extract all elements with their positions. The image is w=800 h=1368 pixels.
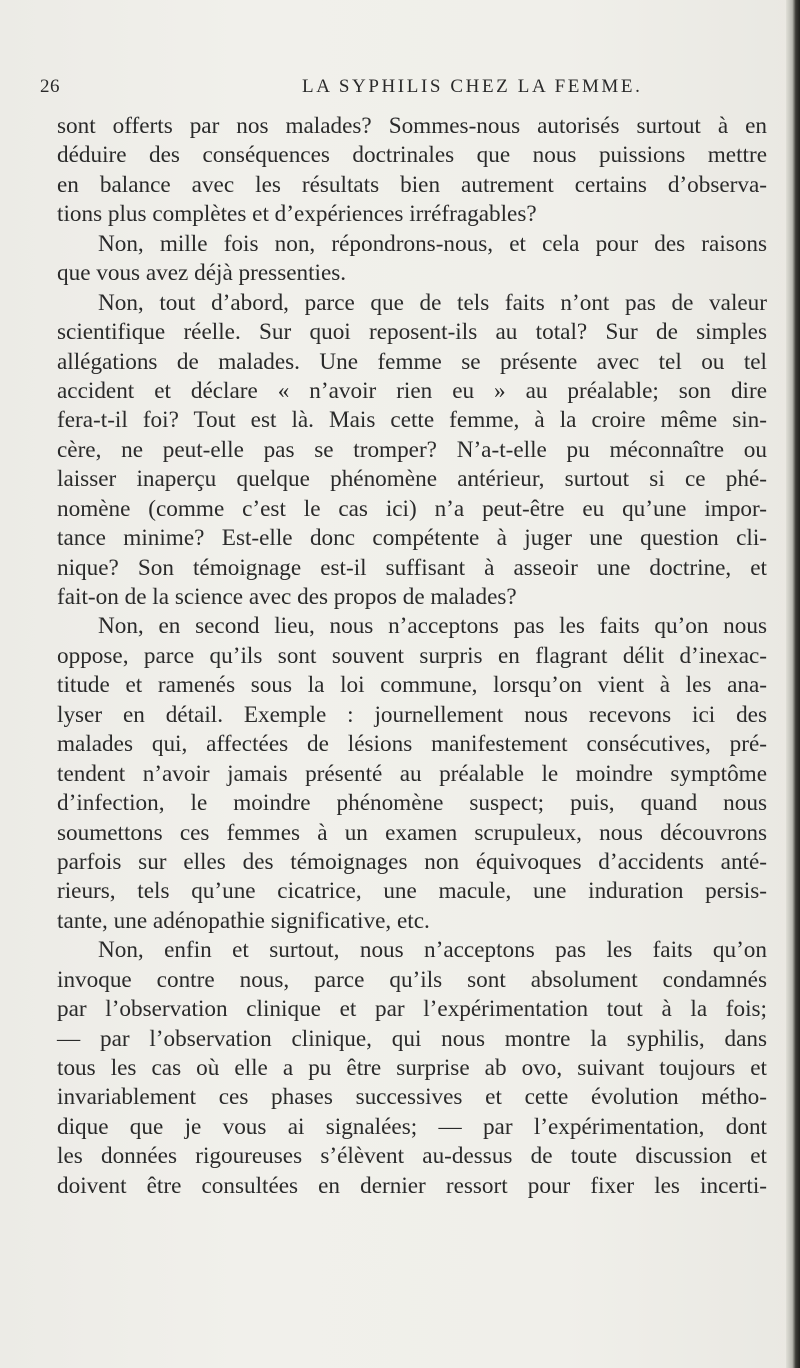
text-line: scientifique réelle. Sur quoi reposent-ils au total? Sur de simples: [57, 319, 767, 346]
text-line: Non, en second lieu, nous n’acceptons pas les faits qu’on nous: [98, 613, 767, 640]
text-line: — par l’observation clinique, qui nous montre la syphilis, dans: [57, 1025, 767, 1052]
text-line: laisser inaperçu quelque phénomène antérieur, surtout si ce phé-: [57, 466, 767, 493]
page-edge-shadow: [786, 0, 800, 1368]
running-head: LA SYPHILIS CHEZ LA FEMME.: [302, 76, 643, 97]
text-line: malades qui, affectées de lésions manifestement consécutives, pré-: [57, 731, 767, 758]
text-line: titude et ramenés sous la loi commune, lorsqu’on vient à les ana-: [57, 672, 767, 699]
text-line: par l’observation clinique et par l’expérimentation tout à la fois;: [57, 996, 767, 1023]
text-line: d’infection, le moindre phénomène suspect; puis, quand nous: [57, 790, 767, 817]
text-line: invoque contre nous, parce qu’ils sont absolument condamnés: [57, 966, 767, 993]
text-line: fait-on de la science avec des propos de malades?: [57, 584, 517, 610]
text-line: tante, une adénopathie significative, etc.: [57, 907, 430, 934]
text-line: en balance avec les résultats bien autrement certains d’observa-: [57, 171, 767, 198]
text-line: Non, tout d’abord, parce que de tels faits n’ont pas de valeur: [98, 289, 767, 316]
text-line: parfois sur elles des témoignages non équivoques d’accidents anté-: [57, 848, 767, 875]
text-line: doivent être consultées en dernier ressort pour fixer les incerti-: [57, 1172, 767, 1199]
text-line: rieurs, tels qu’une cicatrice, une macule, une induration persis-: [57, 878, 767, 905]
text-line: tendent n’avoir jamais présenté au préalable le moindre symptôme: [57, 760, 767, 787]
text-line: Non, mille fois non, répondrons-nous, et cela pour des raisons: [98, 230, 767, 257]
text-line: les données rigoureuses s’élèvent au-dessus de toute discussion et: [57, 1143, 767, 1170]
text-line: tous les cas où elle a pu être surprise ab ovo, suivant toujours et: [57, 1055, 767, 1081]
body-text: [57, 112, 767, 1201]
text-line: sont offerts par nos malades? Sommes-nous autorisés surtout à en: [57, 113, 767, 139]
text-line: nomène (comme c’est le cas ici) n’a peut-être eu qu’une impor-: [57, 495, 767, 522]
text-line: lyser en détail. Exemple : journellement nous recevons ici des: [57, 701, 767, 728]
text-line: fera-t-il foi? Tout est là. Mais cette femme, à la croire même sin-: [57, 407, 767, 434]
text-line: nique? Son témoignage est-il suffisant à asseoir une doctrine, et: [57, 554, 767, 581]
text-line: cère, ne peut-elle pas se tromper? N’a-t-elle pu méconnaître ou: [57, 436, 767, 463]
text-line: tions plus complètes et d’expériences irréfragables?: [57, 201, 537, 228]
text-line: invariablement ces phases successives et cette évolution métho-: [57, 1084, 767, 1111]
text-line: allégations de malades. Une femme se présente avec tel ou tel: [57, 348, 767, 375]
page-number: 26: [40, 76, 60, 97]
text-line: déduire des conséquences doctrinales que nous puissions mettre: [57, 142, 767, 169]
text-line: tance minime? Est-elle donc compétente à juger une question cli-: [57, 525, 767, 552]
text-line: dique que je vous ai signalées; — par l’expérimentation, dont: [57, 1113, 767, 1140]
text-line: accident et déclare « n’avoir rien eu » au préalable; son dire: [57, 377, 767, 404]
page-header: [40, 76, 760, 100]
text-line: soumettons ces femmes à un examen scrupuleux, nous découvrons: [57, 819, 767, 846]
text-line: que vous avez déjà pressenties.: [57, 260, 347, 287]
text-line: oppose, parce qu’ils sont souvent surpris en flagrant délit d’inexac-: [57, 642, 767, 669]
text-line: Non, enfin et surtout, nous n’acceptons pas les faits qu’on: [98, 937, 767, 964]
